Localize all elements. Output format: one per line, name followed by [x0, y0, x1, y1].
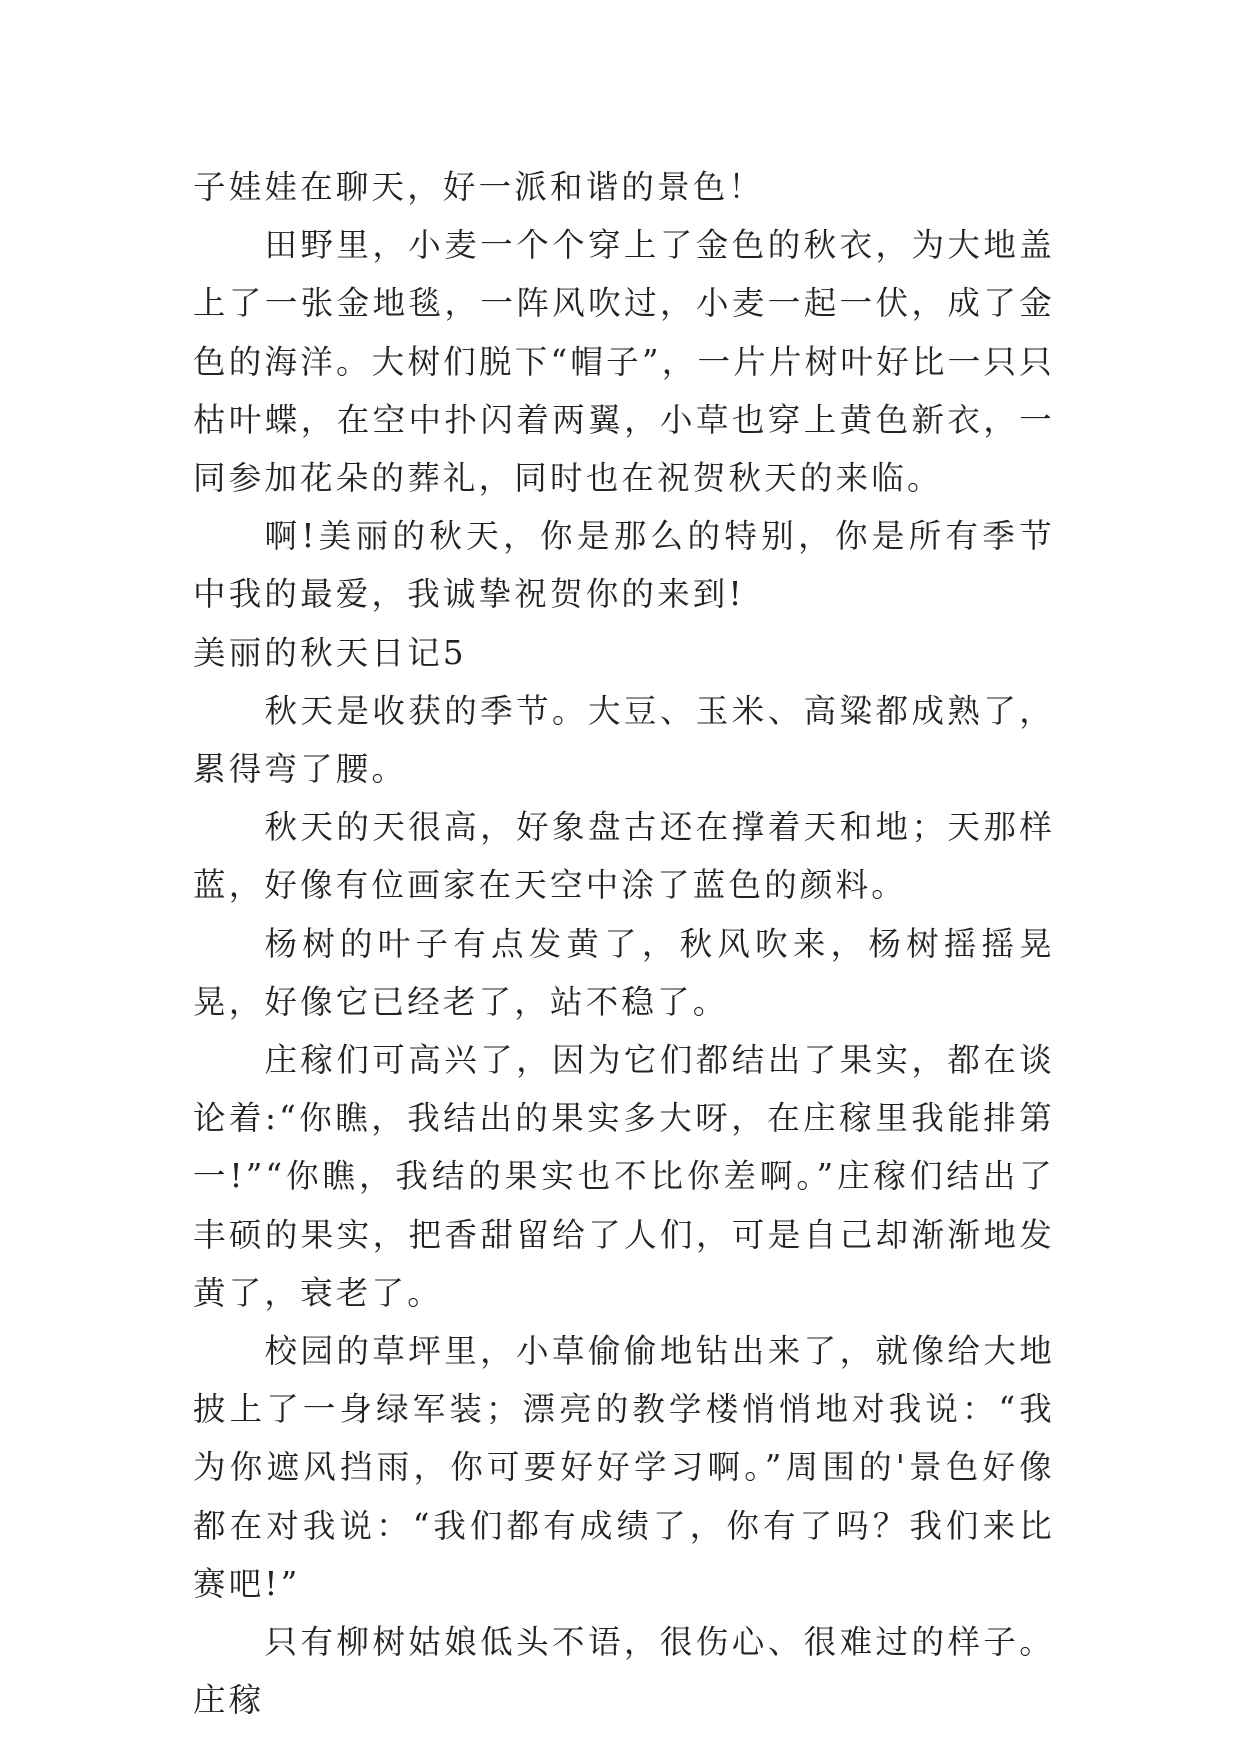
paragraph-wheat-fields: 田野里，小麦一个个穿上了金色的秋衣，为大地盖上了一张金地毯，一阵风吹过，小麦一起一伏，成了金色的海洋。大树们脱下“帽子”，一片片树叶好比一只只枯叶蝶，在空中扑闪着两翼，小草也穿上黄色新衣，一同参加花朵的葬礼，同时也在祝贺秋天的来临。: [193, 226, 1055, 498]
paragraph-crops: 庄稼们可高兴了，因为它们都结出了果实，都在谈论着:“你瞧，我结出的果实多大呀，在庄稼里我能排第一!”“你瞧，我结的果实也不比你差啊。”庄稼们结出了丰硕的果实，把香甜留给了人们，可是自己却渐渐地发黄了，衰老了。: [193, 1041, 1055, 1312]
paragraph-sky: 秋天的天很高，好象盘古还在撑着天和地；天那样蓝，好像有位画家在天空中涂了蓝色的颜料。: [193, 808, 1055, 905]
paragraph-autumn-praise: 啊!美丽的秋天，你是那么的特别，你是所有季节中我的最爱，我诚挚祝贺你的来到!: [193, 517, 1055, 614]
paragraph-campus: 校园的草坪里，小草偷偷地钻出来了，就像给大地披上了一身绿军装；漂亮的教学楼悄悄地对我说：“我为你遮风挡雨，你可要好好学习啊。”周围的'景色好像都在对我说：“我们都有成绩了，你有了吗？我们来比赛吧!”: [193, 1332, 1055, 1603]
paragraph-poplar: 杨树的叶子有点发黄了，秋风吹来，杨树摇摇晃晃，好像它已经老了，站不稳了。: [193, 924, 1055, 1021]
document-body: [193, 158, 1055, 1729]
paragraph-willow: 只有柳树姑娘低头不语，很伤心、很难过的样子。庄稼: [193, 1623, 1055, 1720]
paragraph-harvest: 秋天是收获的季节。大豆、玉米、高粱都成熟了，累得弯了腰。: [193, 691, 1055, 789]
section-heading: 美丽的秋天日记5: [193, 633, 467, 672]
paragraph-continuation: 子娃娃在聊天，好一派和谐的景色！: [193, 168, 765, 206]
